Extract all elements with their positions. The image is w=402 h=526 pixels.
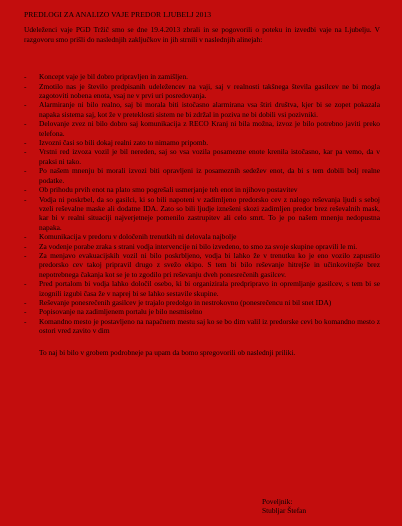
signature-block (262, 497, 306, 516)
list-item-text: Po našem mnenju bi morali izvozi biti opravljeni iz posameznih sedežev enot, da bi s tem dobili bolj realne podatke. (39, 166, 380, 185)
list-item (24, 298, 380, 307)
list-item (24, 251, 380, 279)
list-item-text: Komunikacija v predoru v določenih trenutkih ni delovala najbolje (39, 232, 237, 242)
bullet-dash: - (24, 119, 27, 129)
list-item (24, 195, 380, 233)
list-item-text: Zmotilo nas je število predpisanih udeležencev na vaji, saj v realnosti takšnega števila gasilcev ne bi mogla zagotoviti nobena enota, vsaj ne v prvi uri posredovanja. (39, 81, 380, 101)
intro-paragraph: Udeleženci vaje PGD Tržič smo se dne 19.4.2013 zbrali in se pogovorili o poteku in izvedbi vaje na Ljubelju. V razgovoru smo prišli do naslednjih zaključkov in jih strnili v naslednjih alinejah: (24, 25, 380, 44)
bullet-dash: - (24, 72, 27, 82)
list-item (24, 138, 380, 147)
list-item-text: Komandno mesto je postavljeno na napačnem mestu saj ko se bo dim valil iz predorske cevi bo komandno mesto z ostori vred zavito v dim (39, 316, 380, 336)
signature-name: Stubljar Štefan (262, 506, 307, 516)
list-item (24, 307, 380, 316)
bullet-dash: - (24, 147, 27, 157)
list-item-text: Koncept vaje je bil dobro pripravljen in zamišljen. (39, 72, 188, 82)
bullet-dash: - (24, 194, 27, 204)
list-item-text: Popisovanje na zadimljenem portalu je bilo nesmiselno (39, 307, 203, 317)
list-item (24, 82, 380, 101)
list-item-text: Delovanje zvez ni bilo dobro saj komunikacija z RECO Kranj ni bila možna, izvoz je bilo potrebno javiti preko telefona. (39, 119, 380, 138)
list-item (24, 279, 380, 298)
list-item-text: Ob prihodu prvih enot na plato smo pogrešali usmerjanje teh enot in njihovo postavitev (39, 185, 298, 195)
list-item (24, 232, 380, 241)
list-item-text: Vrstni red izvoza vozil je bil nereden, saj so vsa vozila posamezne enote krenila istočasno, kar pa vemo, da v praksi ni tako. (39, 147, 380, 166)
bullet-dash: - (24, 307, 27, 317)
bullet-dash: - (24, 297, 27, 307)
list-item (24, 242, 380, 251)
list-item-text: Za menjavo evakuacijskih vozil ni bilo poskrbljeno, vodja bi lahko že v trenutku ko je eno vozilo zapustilo predorsko cev takoj pripravil drugo z svežo ekipo. S tem bi bilo reševanje hitrejše in učinkovitejše brez nepotrebnega čakanja kot se je to zgodilo pri reševanju dveh ponesrečenih gasilcev. (39, 250, 380, 279)
bullet-dash: - (24, 185, 27, 195)
bullet-dash: - (24, 250, 27, 260)
list-item (24, 119, 380, 138)
bullet-dash: - (24, 241, 27, 251)
list-item-text: Vodja ni poskrbel, da so gasilci, ki so bili napoteni v zadimljeno predorsko cev z nalogo reševanja ljudi s seboj vzeli reševalne maske ali dodatne IDA. Zato so bili ljudje iznešeni skozi zadimljen predor brez reševalnih mask, kar bi v realni situaciji najverjetneje pomenilo zastrupitev ali celo smrt. To je po našem mnenju nedopustna napaka. (39, 194, 380, 232)
bullet-dash: - (24, 138, 27, 148)
list-item-text: Pred portalom bi vodja lahko določil osebo, ki bi organizirala predpripravo in opremljanje gasilcev, s tem bi se izognili izgubi časa že v naprej bi se lahko sestavile skupine. (39, 279, 380, 298)
bullet-dash: - (24, 232, 27, 242)
closing-paragraph: To naj bi bilo v grobem podrobneje pa upam da bomo spregovorili ob naslednji priliki. (39, 347, 296, 357)
bullet-dash: - (24, 279, 27, 289)
list-item-text: Reševanje ponesrečenih gasilcev je trajalo predolgo in nestrokovno (ponesrečencu ni bil snet IDA) (39, 297, 332, 307)
bullet-dash: - (24, 100, 27, 110)
bullet-dash: - (24, 166, 27, 176)
list-item-text: Izvozni časi so bili dokaj realni zato to nimamo pripomb. (39, 138, 209, 148)
list-item-text: Za vodenje porabe zraka s strani vodja intervencije ni bilo izvedeno, to smo za svoje skupine opravili le mi. (39, 241, 358, 251)
signature-role: Poveljnik: (262, 497, 293, 506)
bullet-dash: - (24, 81, 27, 91)
bullet-dash: - (24, 316, 27, 326)
list-item (24, 72, 380, 81)
proposals-list (24, 72, 380, 335)
list-item (24, 317, 380, 336)
list-item (24, 185, 380, 194)
list-item (24, 100, 380, 119)
list-item (24, 166, 380, 185)
document-title: PREDLOGI ZA ANALIZO VAJE PREDOR LJUBELJ 2013 (24, 10, 212, 19)
list-item (24, 147, 380, 166)
list-item-text: Alarmiranje ni bilo realno, saj bi morala biti istočasno alarmirana vsa štiri društva, kjer bi se zopet pokazala napaka sistema saj, kot že v preteklosti sistem ne bi zdržal in poziva ne bi dobili vsi pozivniki. (39, 100, 380, 119)
